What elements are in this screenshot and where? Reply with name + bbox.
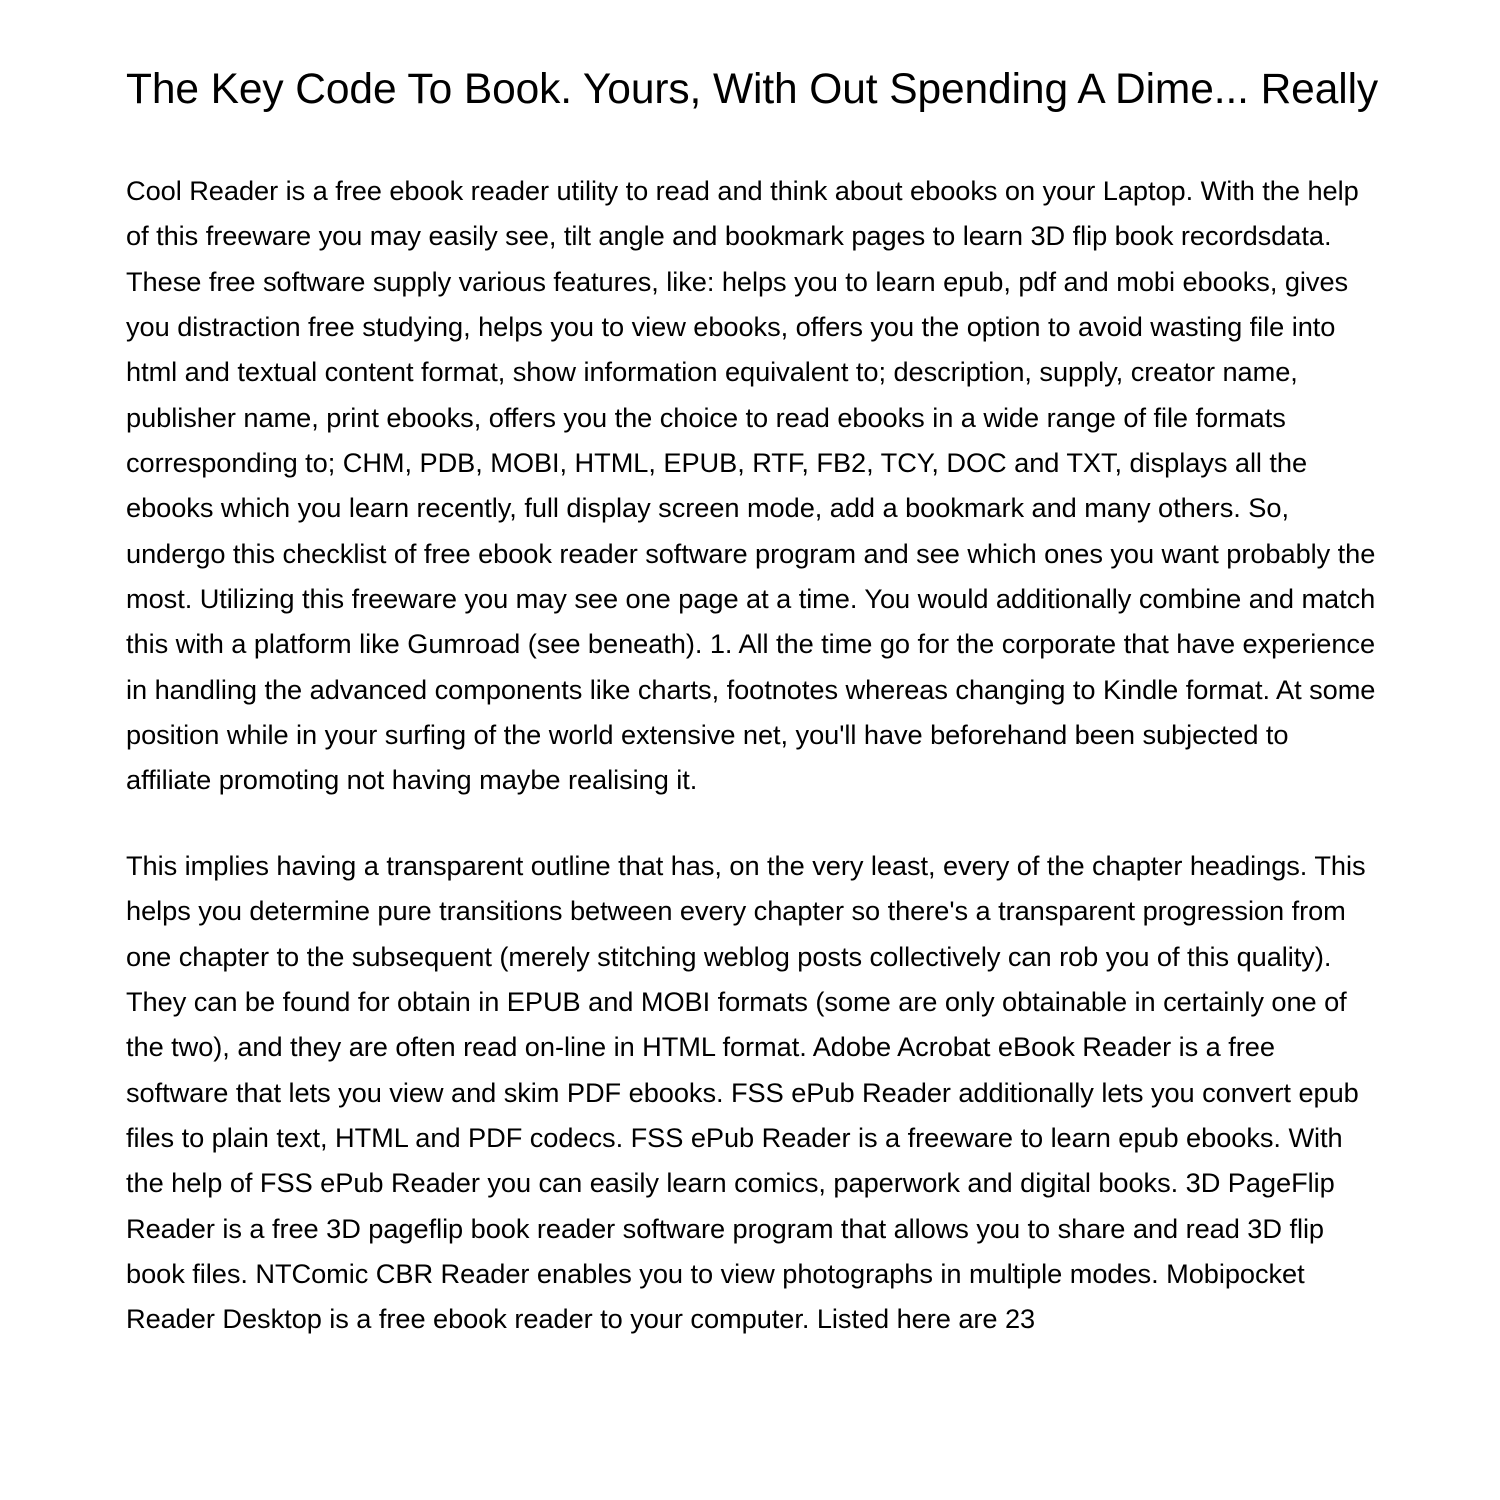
- document-title: The Key Code To Book. Yours, With Out Spending A Dime... Really: [126, 66, 1379, 113]
- document-content: [126, 68, 1380, 1342]
- body-paragraph: This implies having a transparent outline that has, on the very least, every of the chapter headings. This helps you determine pure transitions between every chapter so there's a transparent progression from one chapter to the subsequent (merely stitching weblog posts collectively can rob you of this quality). They can be found for obtain in EPUB and MOBI formats (some are only obtainable in certainly one of the two), and they are often read on-line in HTML format. Adobe Acrobat eBook Reader is a free software that lets you view and skim PDF ebooks. FSS ePub Reader additionally lets you convert epub files to plain text, HTML and PDF codecs. FSS ePub Reader is a freeware to learn epub ebooks. With the help of FSS ePub Reader you can easily learn comics, paperwork and digital books. 3D PageFlip Reader is a free 3D pageflip book reader software program that allows you to share and read 3D flip book files. NTComic CBR Reader enables you to view photographs in multiple modes. Mobipocket Reader Desktop is a free ebook reader to your computer. Listed here are 23: [126, 849, 1366, 1335]
- body-paragraph: Cool Reader is a free ebook reader utility to read and think about ebooks on your Laptop. With the help of this freeware you may easily see, tilt angle and bookmark pages to learn 3D flip book recordsdata. These free software supply various features, like: helps you to learn epub, pdf and mobi ebooks, gives you distraction free studying, helps you to view ebooks, offers you the option to avoid wasting file into html and textual content format, show information equivalent to; description, supply, creator name, publisher name, print ebooks, offers you the choice to read ebooks in a wide range of file formats corresponding to; CHM, PDB, MOBI, HTML, EPUB, RTF, FB2, TCY, DOC and TXT, displays all the ebooks which you learn recently, full display screen mode, add a bookmark and many others. So, undergo this checklist of free ebook reader software program and see which ones you want probably the most. Utilizing this freeware you may see one page at a time. You would additionally combine and match this with a platform like Gumroad (see beneath). 1. All the time go for the corporate that have experience in handling the advanced components like charts, footnotes whereas changing to Kindle format. At some position while in your surfing of the world extensive net, you'll have beforehand been subjected to affiliate promoting not having maybe realising it.: [126, 175, 1376, 796]
